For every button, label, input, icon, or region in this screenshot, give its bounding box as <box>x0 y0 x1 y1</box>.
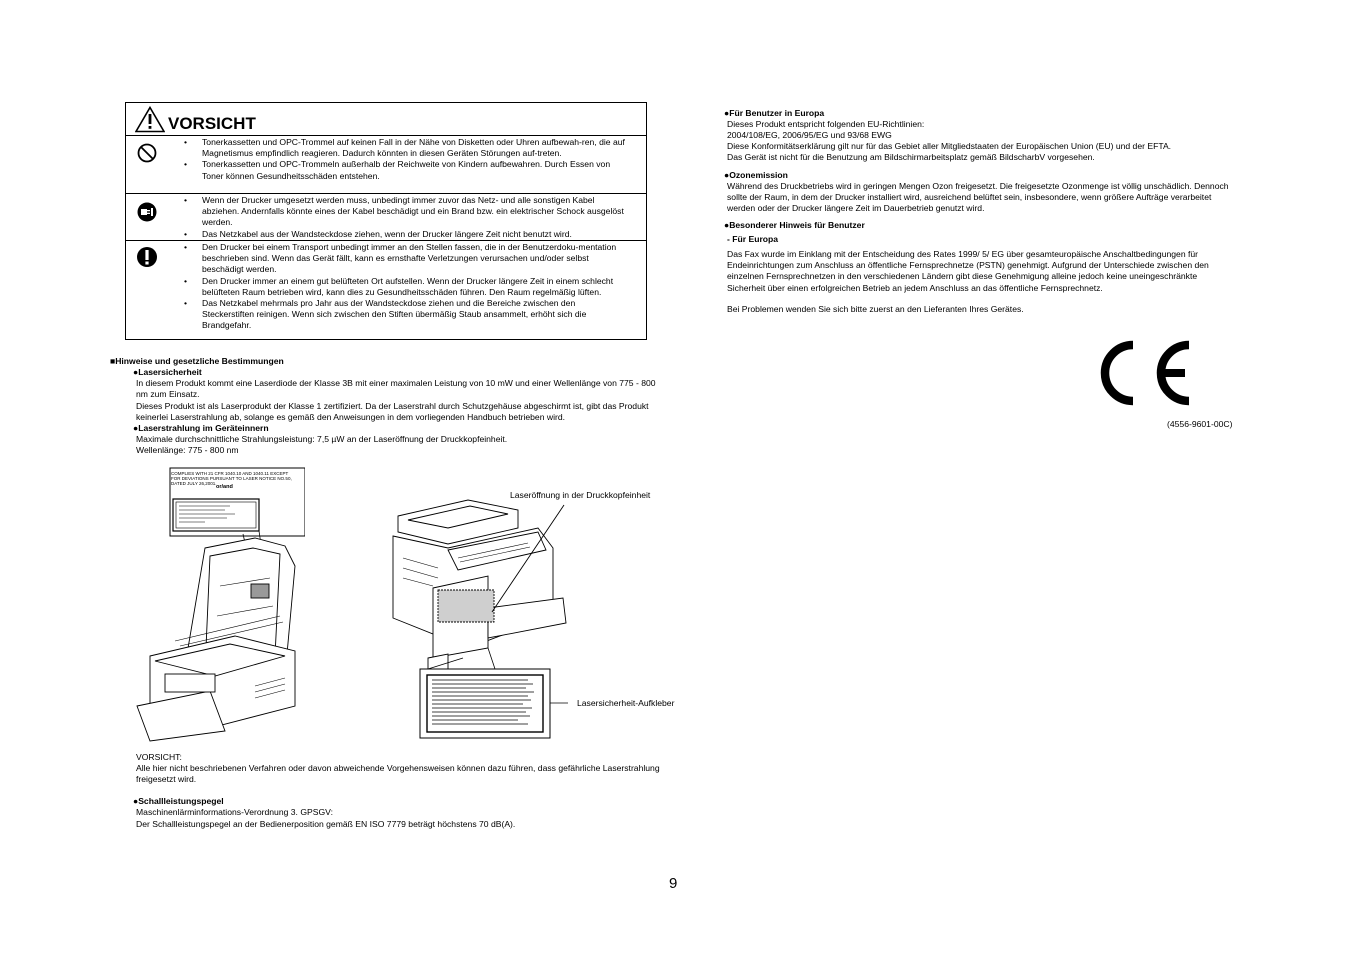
caution-box <box>125 102 647 340</box>
caution-item: • Tonerkassetten und OPC-Trommel auf keinen Fall in der Nähe von Disketten oder Uhren aufbewah-ren, die auf Magnetismus empfindlich reagieren. Dadurch könnten in diesen Geräten Störungen auf-treten. <box>202 137 646 159</box>
internal-heading: ●Laserstrahlung im Geräteinnern <box>133 423 269 433</box>
caution-label: VORSICHT: <box>136 752 182 762</box>
special-subheading: - Für Europa <box>727 234 779 244</box>
internal-paragraph-2: Wellenlänge: 775 - 800 nm <box>136 445 239 455</box>
europe-line: 2004/108/EG, 2006/95/EG und 93/68 EWG <box>727 130 892 140</box>
caution-group-general <box>126 241 646 342</box>
laser-heading: ●Lasersicherheit <box>133 367 202 377</box>
caution-list <box>126 136 646 182</box>
europe-line: Das Gerät ist nicht für die Benutzung am Bildschirmarbeitsplatz gemäß BildscharbV vorgesehen. <box>727 152 1095 162</box>
laser-paragraph-1: In diesem Produkt kommt eine Laserdiode der Klasse 3B mit einer maximalen Leistung von 10 mW und einer Wellenlänge von 775 - 800 nm zum Einsatz. <box>136 378 656 400</box>
caution-group-unplug <box>126 194 646 241</box>
caution-title: VORSICHT <box>168 114 256 133</box>
printer-label-illustration <box>135 466 305 744</box>
exclamation-icon <box>137 246 157 268</box>
caution-list <box>126 194 646 240</box>
unplug-icon <box>137 202 157 222</box>
special-text: Das Fax wurde im Einklang mit der Entscheidung des Rates 1999/ 5/ EG über gesamteuropäische Anschaltbedingungen für Endeinrichtungen zum Anschluss an öffentliche Fernsprechnetze (PSTN) genehmigt. Aufgrund der Unterschiede zwischen den einzelnen Fernsprechnetzen in den verschiedenen Ländern gibt diese Genehmigung alleine jedoch keine uneingeschränkte Sicherheit über einen erfolgreichen Betrieb an jedem Anschluss an das öffentliche Fernsprechnetz. <box>727 249 1209 293</box>
caution-item: • Wenn der Drucker umgesetzt werden muss, unbedingt immer zuvor das Netz- und alle sonstigen Kabel abziehen. Andernfalls könnte eines der Kabel beschädigt und ein Brand bzw. ein elektrischer Schock ausgelöst werden. <box>202 195 646 229</box>
europe-line: Diese Konformitätserklärung gilt nur für das Gebiet aller Mitgliedstaaten der Europäischen Union (EU) und der EFTA. <box>727 141 1172 151</box>
caution-item: • Den Drucker immer an einem gut belüfteten Ort aufstellen. Wenn der Drucker längere Zeit in einem schlecht belüfteten Raum betrieben wird, kann dies zu Gesundheitsschäden führen. Den Raum regelmäßig lüften. <box>202 276 646 298</box>
caution-item: • Das Netzkabel aus der Wandsteckdose ziehen, wenn der Drucker längere Zeit nicht benutzt wird. <box>202 229 646 240</box>
sound-paragraph-2: Der Schallleistungspegel an der Bedienerposition gemäß EN ISO 7779 beträgt höchstens 70 dB(A). <box>136 819 516 829</box>
caution-group-prohibit <box>126 136 646 194</box>
caution-list <box>126 241 646 332</box>
caution-item: • Tonerkassetten und OPC-Trommeln außerhalb der Reichweite von Kindern aufbewahren. Durch Essen von Toner können Gesundheitsschäden entstehen. <box>202 159 646 181</box>
europe-heading: ●Für Benutzer in Europa <box>724 108 825 118</box>
ozone-heading: ●Ozonemission <box>724 170 788 180</box>
label-small-text: COMPLIES WITH 21 CFR 1040.10 AND 1040.11 EXCEPT FOR DEVIATIONS PURSUANT TO LASER NOTICE NO.50, DATED JULY 26,2001. <box>171 471 292 486</box>
page-number: 9 <box>669 875 678 892</box>
sound-paragraph-1: Maschinenlärminformations-Verordnung 3. GPSGV: <box>136 807 333 817</box>
ce-code: (4556-9601-00C) <box>1167 419 1233 429</box>
caution-header <box>126 103 646 136</box>
mfp-illustration <box>388 498 568 740</box>
internal-paragraph-1: Maximale durchschnittliche Strahlungsleistung: 7,5 µW an der Laseröffnung der Druckkopfeinheit. <box>136 434 508 444</box>
caution-text: Alle hier nicht beschriebenen Verfahren oder davon abweichende Vorgehensweisen können dazu führen, dass gefährliche Laserstrahlung freigesetzt wird. <box>136 763 660 785</box>
ce-mark-icon <box>1093 337 1193 409</box>
europe-line: Dieses Produkt entspricht folgenden EU-Richtlinien: <box>727 119 925 129</box>
section-title: ■Hinweise und gesetzliche Bestimmungen <box>110 356 284 366</box>
special-text-2: Bei Problemen wenden Sie sich bitte zuerst an den Lieferanten Ihres Gerätes. <box>727 304 1024 314</box>
callout-laser-aperture: Laseröffnung in der Druckkopfeinheit <box>510 490 651 500</box>
warning-triangle-icon <box>135 106 165 133</box>
prohibited-icon <box>137 143 157 163</box>
callout-laser-sticker: Lasersicherheit-Aufkleber <box>577 698 675 708</box>
caution-item: • Das Netzkabel mehrmals pro Jahr aus der Wandsteckdose ziehen und die Bereiche zwischen den Steckerstiften reinigen. Wenn sich zwischen den Stiften übermäßig Staub ansammelt, erhöht sich die Brandgefahr. <box>202 298 646 332</box>
sound-heading: ●Schallleistungspegel <box>133 796 224 806</box>
ozone-text: Während des Druckbetriebs wird in geringen Mengen Ozon freigesetzt. Die freigesetzte Ozonmenge ist völlig unschädlich. Dennoch sollte der Raum, in dem der Drucker installiert wird, ausreichend belüftet sein, insbesondere, wenn größere Aufträge verarbeitet werden oder der Drucker längere Zeit im Dauerbetrieb genutzt wird. <box>727 181 1229 214</box>
caution-item: • Den Drucker bei einem Transport unbedingt immer an den Stellen fassen, die in der Benutzerdoku-mentation beschrieben sind. Wenn das Gerät fällt, kann es ernsthafte Verletzungen verursachen und/oder selbst beschädigt werden. <box>202 242 646 276</box>
label-brand: or/and <box>216 484 233 490</box>
laser-paragraph-2: Dieses Produkt ist als Laserprodukt der Klasse 1 zertifiziert. Da der Laserstrahl durch Schutzgehäuse abgeschirmt ist, gibt das Produkt keinerlei Laserstrahlung ab, solange es gemäß den Anweisungen in dem vorliegenden Handbuch betrieben wird. <box>136 401 649 423</box>
special-heading: ●Besonderer Hinweis für Benutzer <box>724 220 865 230</box>
